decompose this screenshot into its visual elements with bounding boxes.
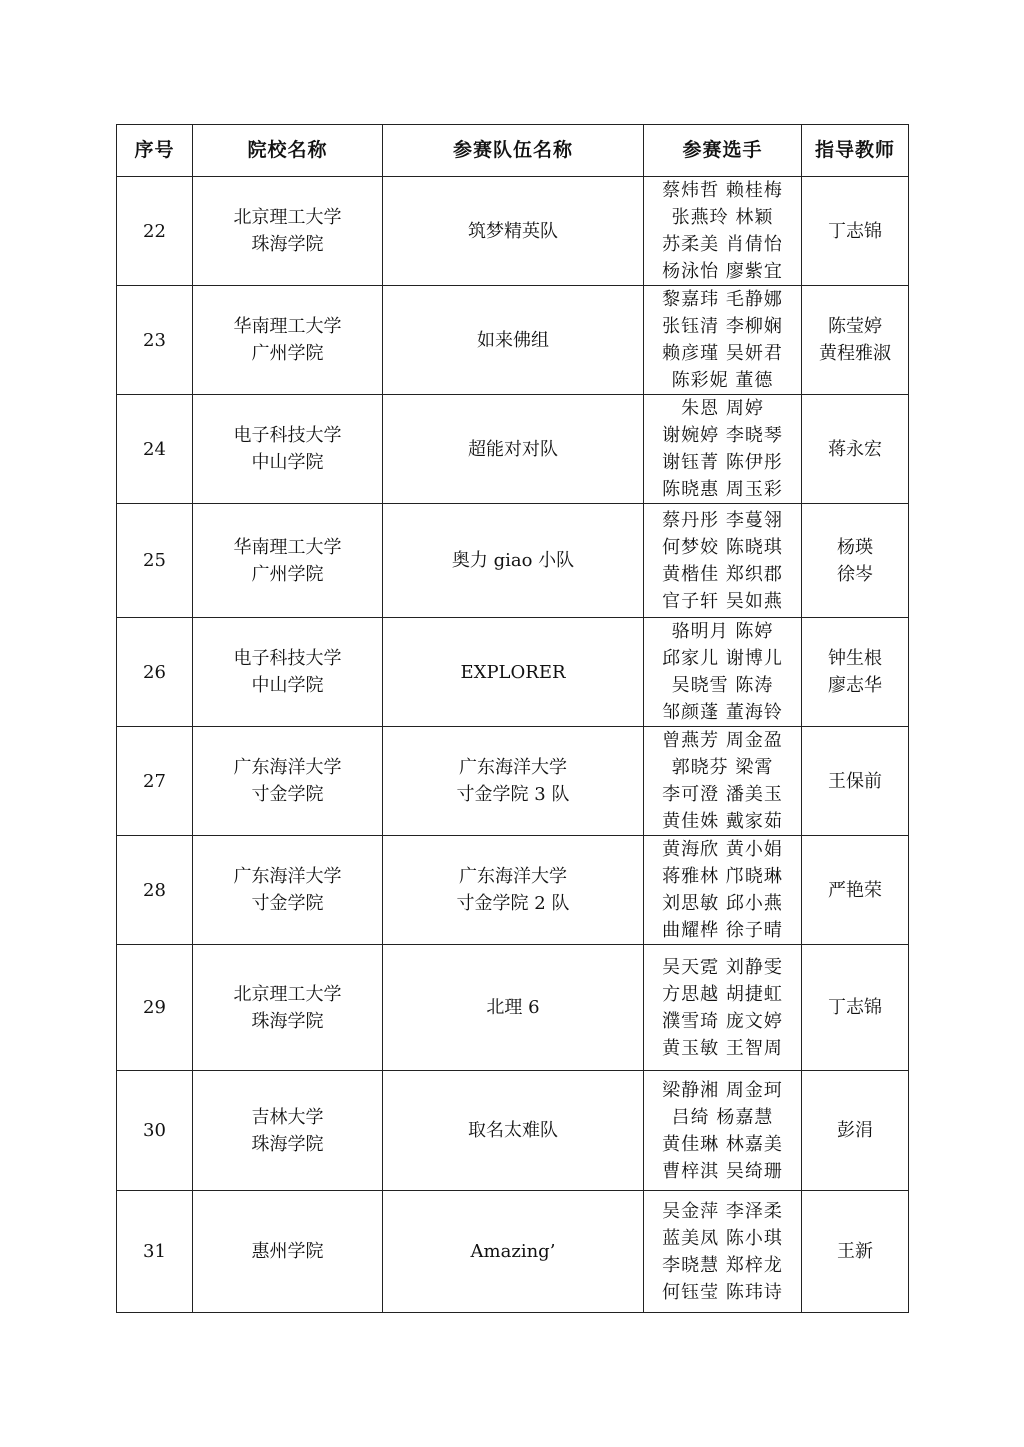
row-advisor <box>802 395 909 504</box>
players-line: 蓝美凤 陈小琪 <box>662 1227 783 1249</box>
table-row <box>117 836 909 945</box>
team-line: 广东海洋大学 <box>459 757 567 778</box>
row-advisor <box>802 504 909 618</box>
row-school <box>193 836 383 945</box>
school-line: 北京理工大学 <box>233 983 342 1005</box>
advisor-line: 王保前 <box>828 770 882 792</box>
row-school <box>193 395 383 504</box>
players-line: 梁静湘 周金珂 <box>662 1079 783 1101</box>
school-line: 中山学院 <box>251 452 324 473</box>
row-players <box>644 1071 802 1191</box>
row-index: 30 <box>117 1071 193 1191</box>
players-line: 邹颜蓬 董海铃 <box>662 702 783 723</box>
row-team <box>383 177 644 286</box>
team-line: EXPLORER <box>460 661 566 683</box>
header-team: 参赛队伍名称 <box>383 125 644 177</box>
row-index: 27 <box>117 727 193 836</box>
players-line: 濮雪琦 庞文婷 <box>662 1010 783 1032</box>
row-school <box>193 1191 383 1313</box>
table-row <box>117 1071 909 1191</box>
school-line: 华南理工大学 <box>233 536 342 558</box>
row-players <box>644 1191 802 1313</box>
players-line: 吕绮 杨嘉慧 <box>671 1106 774 1128</box>
school-line: 广东海洋大学 <box>233 757 342 778</box>
advisor-line: 杨瑛 <box>837 536 873 558</box>
players-line: 郭晓芬 梁霄 <box>671 757 774 778</box>
school-line: 广州学院 <box>251 343 324 364</box>
players-line: 杨泳怡 廖紫宜 <box>662 261 783 282</box>
row-advisor <box>802 836 909 945</box>
row-index: 31 <box>117 1191 193 1313</box>
header-row <box>117 125 909 177</box>
row-advisor <box>802 945 909 1071</box>
school-line: 珠海学院 <box>251 234 324 255</box>
row-school <box>193 504 383 618</box>
row-index: 26 <box>117 618 193 727</box>
row-players <box>644 945 802 1071</box>
header-players: 参赛选手 <box>644 125 802 177</box>
advisor-line: 彭涓 <box>837 1120 873 1141</box>
team-line: 取名太难队 <box>468 1120 558 1141</box>
players-line: 黄佳琳 林嘉美 <box>662 1133 783 1155</box>
row-team <box>383 618 644 727</box>
players-line: 何梦姣 陈晓琪 <box>662 536 783 558</box>
team-line: 筑梦精英队 <box>468 220 558 242</box>
players-line: 谢钰菁 陈伊彤 <box>662 452 783 473</box>
row-index: 28 <box>117 836 193 945</box>
advisor-line: 陈莹婷 <box>828 316 882 337</box>
row-team <box>383 836 644 945</box>
players-line: 曾燕芳 周金盈 <box>662 730 783 751</box>
row-index: 25 <box>117 504 193 618</box>
header-advisor: 指导教师 <box>802 125 909 177</box>
row-team <box>383 1191 644 1313</box>
row-school <box>193 618 383 727</box>
players-line: 黄楷佳 郑织郡 <box>662 563 783 585</box>
team-roster-table <box>116 124 909 1313</box>
team-line: 广东海洋大学 <box>459 866 567 887</box>
school-line: 珠海学院 <box>251 1010 324 1032</box>
row-advisor <box>802 1191 909 1313</box>
row-index: 24 <box>117 395 193 504</box>
row-school <box>193 727 383 836</box>
players-line: 黄海欣 黄小娟 <box>662 839 783 860</box>
players-line: 方思越 胡捷虹 <box>662 983 783 1005</box>
row-team <box>383 945 644 1071</box>
school-line: 寸金学院 <box>251 893 324 914</box>
row-team <box>383 1071 644 1191</box>
players-line: 朱恩 周婷 <box>681 398 764 419</box>
school-line: 华南理工大学 <box>233 316 342 337</box>
advisor-line: 蒋永宏 <box>828 438 882 460</box>
players-line: 黄玉敏 王智周 <box>662 1037 783 1059</box>
players-line: 刘思敏 邱小燕 <box>662 893 783 914</box>
players-line: 吴晓雪 陈涛 <box>671 675 774 696</box>
team-line: 奥力 giao 小队 <box>451 550 575 571</box>
row-team <box>383 727 644 836</box>
players-line: 蒋雅林 邝晓琳 <box>662 866 783 887</box>
players-line: 赖彦瑾 吴妍君 <box>662 343 783 364</box>
table-row <box>117 395 909 504</box>
advisor-line: 严艳荣 <box>828 879 882 901</box>
advisor-line: 丁志锦 <box>828 220 882 242</box>
table-row <box>117 177 909 286</box>
advisor-line: 王新 <box>837 1241 873 1262</box>
players-line: 蔡炜哲 赖桂梅 <box>662 180 783 201</box>
row-index: 29 <box>117 945 193 1071</box>
players-line: 谢婉婷 李晓琴 <box>662 425 783 446</box>
row-advisor <box>802 1071 909 1191</box>
row-players <box>644 618 802 727</box>
table-row <box>117 504 909 618</box>
advisor-line: 黄程雅淑 <box>819 343 891 364</box>
school-line: 惠州学院 <box>251 1241 324 1262</box>
team-line: 超能对对队 <box>468 438 558 460</box>
players-line: 曹梓淇 吴绮珊 <box>662 1160 783 1182</box>
table-row <box>117 618 909 727</box>
school-line: 电子科技大学 <box>233 648 342 669</box>
row-school <box>193 177 383 286</box>
row-players <box>644 395 802 504</box>
table-row <box>117 286 909 395</box>
row-school <box>193 1071 383 1191</box>
row-team <box>383 395 644 504</box>
players-line: 黄佳姝 戴家茹 <box>662 811 783 832</box>
players-line: 吴金萍 李泽柔 <box>662 1200 783 1222</box>
team-line: 寸金学院 3 队 <box>456 784 570 805</box>
row-players <box>644 727 802 836</box>
row-advisor <box>802 727 909 836</box>
row-players <box>644 286 802 395</box>
team-line: 如来佛组 <box>477 329 549 351</box>
players-line: 吴天霓 刘静雯 <box>662 956 783 978</box>
table-body <box>117 177 909 1313</box>
header-index: 序号 <box>117 125 193 177</box>
players-line: 骆明月 陈婷 <box>671 621 774 642</box>
players-line: 苏柔美 肖倩怡 <box>662 234 783 255</box>
school-line: 广东海洋大学 <box>233 866 342 887</box>
school-line: 广州学院 <box>251 563 324 585</box>
school-line: 电子科技大学 <box>233 425 342 446</box>
players-line: 邱家儿 谢博儿 <box>662 648 783 669</box>
players-line: 李晓慧 郑梓龙 <box>662 1254 783 1276</box>
players-line: 张燕玲 林颖 <box>671 207 774 228</box>
row-school <box>193 945 383 1071</box>
row-advisor <box>802 618 909 727</box>
row-players <box>644 836 802 945</box>
players-line: 黎嘉玮 毛静娜 <box>662 289 783 310</box>
row-index: 22 <box>117 177 193 286</box>
players-line: 李可澄 潘美玉 <box>662 784 783 805</box>
players-line: 陈晓惠 周玉彩 <box>662 479 783 500</box>
advisor-line: 丁志锦 <box>828 997 882 1018</box>
team-line: 北理 6 <box>486 997 540 1018</box>
school-line: 寸金学院 <box>251 784 324 805</box>
header-school: 院校名称 <box>193 125 383 177</box>
table-row <box>117 945 909 1071</box>
row-players <box>644 504 802 618</box>
row-advisor <box>802 286 909 395</box>
row-advisor <box>802 177 909 286</box>
row-players <box>644 177 802 286</box>
players-line: 曲耀桦 徐子晴 <box>662 920 783 941</box>
advisor-line: 钟生根 <box>828 648 882 669</box>
players-line: 何钰莹 陈玮诗 <box>662 1281 783 1303</box>
team-line: 寸金学院 2 队 <box>456 893 570 914</box>
players-line: 蔡丹彤 李蔓翎 <box>662 509 783 531</box>
players-line: 陈彩妮 董德 <box>671 370 774 391</box>
table-row <box>117 1191 909 1313</box>
row-team <box>383 286 644 395</box>
table-row <box>117 727 909 836</box>
school-line: 珠海学院 <box>251 1133 324 1155</box>
school-line: 北京理工大学 <box>233 207 342 228</box>
team-line: Amazing’ <box>470 1241 556 1262</box>
school-line: 中山学院 <box>251 675 324 696</box>
advisor-line: 廖志华 <box>828 675 882 696</box>
players-line: 官子轩 吴如燕 <box>662 590 783 612</box>
school-line: 吉林大学 <box>251 1106 324 1128</box>
advisor-line: 徐岑 <box>837 563 873 585</box>
row-index: 23 <box>117 286 193 395</box>
row-school <box>193 286 383 395</box>
row-team <box>383 504 644 618</box>
players-line: 张钰清 李柳娴 <box>662 316 783 337</box>
